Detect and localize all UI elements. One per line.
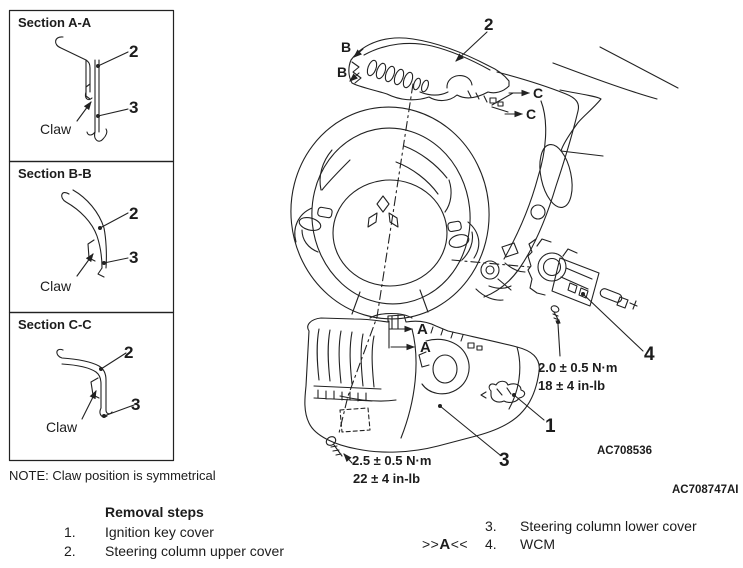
section-c-title: Section C-C [18, 317, 92, 332]
steering-wheel-drawing [280, 97, 499, 329]
torque-cover-metric: 2.5 ± 0.5 N·m [352, 453, 432, 468]
removal-steps-heading: Removal steps [105, 504, 204, 520]
figure-code-outer: AC708747AI [672, 484, 739, 496]
step-2-label: Steering column upper cover [105, 543, 284, 559]
section-b-callout-2: 2 [129, 204, 139, 223]
callout-lower-cover: 3 [499, 450, 510, 471]
procedure-marker [422, 537, 468, 552]
section-b-drawing [62, 190, 128, 277]
procedure-marker-pre: >> [422, 536, 440, 552]
view-b-label-2: B [337, 64, 348, 80]
section-a-title: Section A-A [18, 15, 92, 30]
wcm-screw-icon [550, 305, 560, 314]
section-b-title: Section B-B [18, 166, 92, 181]
callout-upper-cover: 2 [484, 15, 494, 34]
section-b-claw-label: Claw [40, 278, 72, 294]
section-view-boxes [10, 11, 174, 461]
section-c-callout-3: 3 [131, 395, 141, 414]
torque-cover-imperial: 22 ± 4 in-lb [353, 471, 421, 486]
centerlines [339, 84, 530, 433]
callout-wcm: 4 [644, 344, 655, 365]
section-c-callout-2: 2 [124, 343, 134, 362]
procedure-marker-letter: A [439, 536, 451, 553]
callout-key-cover: 1 [545, 416, 556, 437]
torque-wcm-metric: 2.0 ± 0.5 N·m [538, 360, 618, 375]
view-c-label-1: C [533, 85, 544, 101]
view-a-label-2: A [420, 339, 431, 356]
section-a-callout-3: 3 [129, 98, 139, 117]
wcm-drawing [528, 239, 643, 356]
upper-cover-drawing [349, 38, 509, 106]
view-b-label-1: B [341, 39, 352, 55]
step-4-number: 4. [485, 536, 497, 552]
procedure-marker-post: << [450, 536, 469, 552]
step-3-number: 3. [485, 518, 497, 534]
section-c-claw-label: Claw [46, 419, 78, 435]
step-4-label: WCM [520, 536, 555, 552]
section-a-claw-label: Claw [40, 121, 72, 137]
section-b-callout-3: 3 [129, 248, 139, 267]
step-2-number: 2. [64, 543, 76, 559]
step-1-label: Ignition key cover [105, 524, 214, 540]
view-a-label-1: A [417, 321, 428, 338]
section-a-callout-2: 2 [129, 42, 139, 61]
figure-code-inner: AC708536 [597, 445, 652, 457]
note-text: NOTE: Claw position is symmetrical [9, 468, 216, 483]
view-c-label-2: C [526, 106, 537, 122]
section-c-drawing [57, 349, 134, 419]
dashboard-drawing [476, 47, 678, 300]
step-1-number: 1. [64, 524, 76, 540]
step-3-label: Steering column lower cover [520, 518, 697, 534]
torque-wcm-imperial: 18 ± 4 in-lb [538, 378, 606, 393]
